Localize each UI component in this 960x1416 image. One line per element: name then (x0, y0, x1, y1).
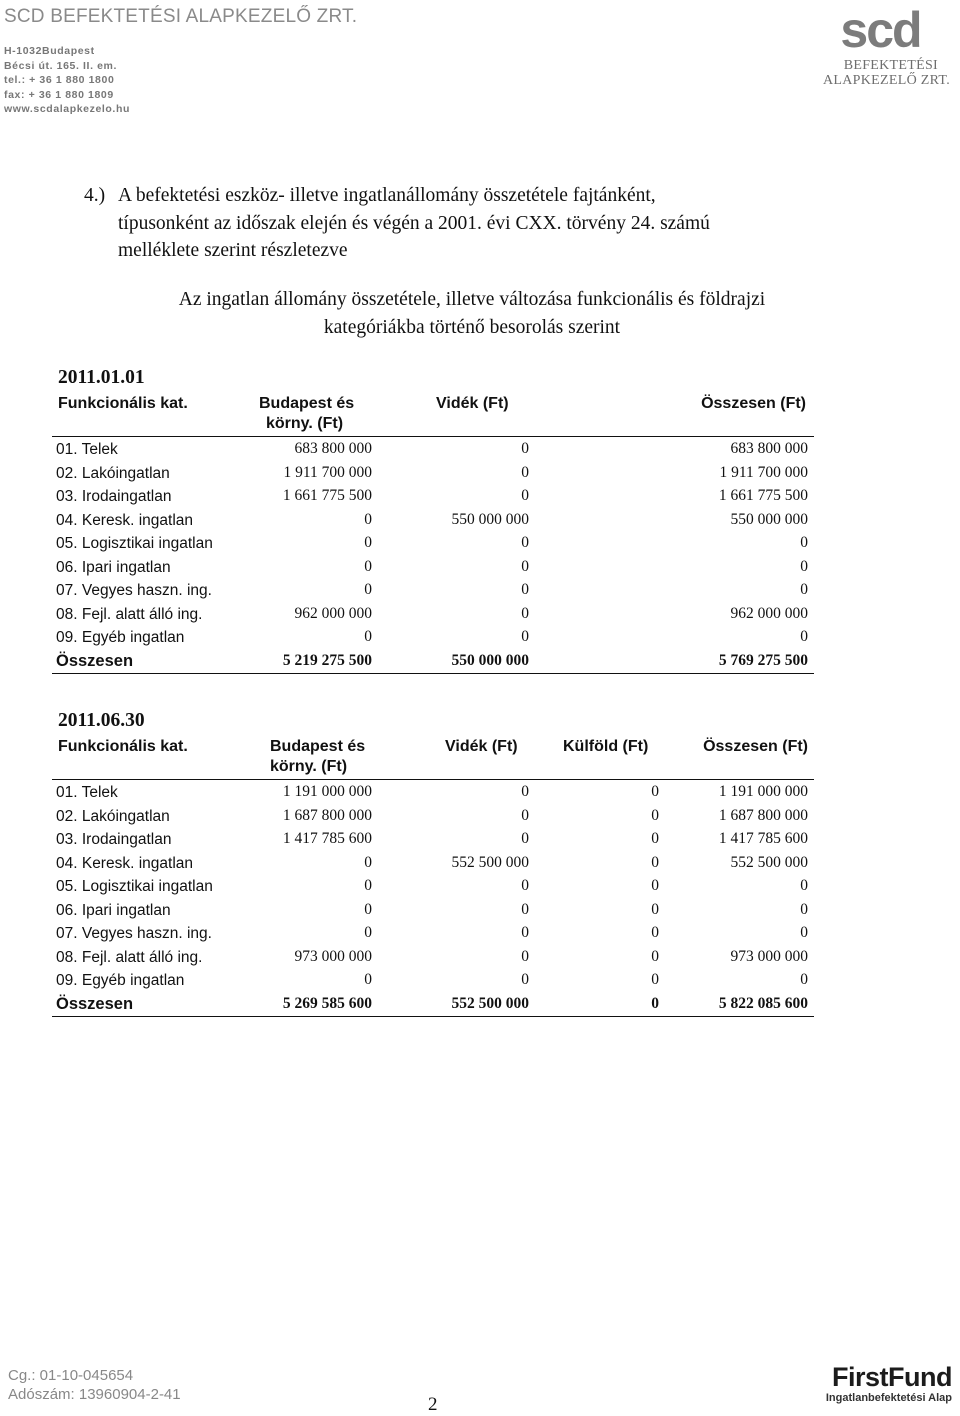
table-row (52, 437, 814, 461)
heading-line: A befektetési eszköz- illetve ingatlanállomány összetétele fajtánként, (118, 185, 656, 206)
cell-videk: 0 (521, 557, 529, 575)
company-name: SCD BEFEKTETÉSI ALAPKEZELŐ ZRT. (4, 6, 358, 27)
website-line: www.scdalapkezelo.hu (4, 103, 130, 115)
cell-ossz: 552 500 000 (730, 853, 808, 871)
cell-bp: 1 911 700 000 (283, 463, 372, 481)
table-total-row (52, 992, 814, 1017)
cell-videk: 0 (521, 534, 529, 551)
cell-ossz: 973 000 000 (730, 947, 808, 965)
cell-bp: 1 661 775 500 (282, 487, 372, 504)
cell-bp: 0 (364, 971, 372, 988)
cell-bp: 0 (364, 557, 372, 575)
cell-kulfold: 0 (651, 924, 659, 941)
col-header-osszesen: Összesen (Ft) (703, 738, 808, 755)
row-label: 05. Logisztikai ingatlan (56, 535, 213, 552)
table-body (52, 780, 814, 992)
col-header-category: Funkcionális kat. (58, 738, 188, 755)
cell-videk: 0 (521, 783, 529, 800)
heading-line: típusonként az időszak elején és végén a 2001. évi CXX. törvény 24. számú (118, 212, 710, 234)
cell-videk: 550 000 000 (451, 510, 529, 528)
cell-bp: 0 (364, 924, 372, 941)
row-label: 09. Egyéb ingatlan (56, 629, 185, 646)
cell-kulfold: 0 (651, 877, 659, 894)
subtitle-line: Az ingatlan állomány összetétele, illetve változása funkcionális és földrajzi (178, 289, 766, 310)
col-header-osszesen: Összesen (Ft) (701, 395, 806, 412)
cell-videk: 0 (521, 806, 529, 824)
section-subtitle (84, 286, 860, 341)
col-header-videk: Vidék (Ft) (436, 395, 509, 412)
row-label: 02. Lakóingatlan (56, 807, 170, 825)
cell-bp: 962 000 000 (294, 604, 372, 622)
cell-videk: 0 (521, 487, 529, 504)
cell-ossz: 0 (800, 924, 808, 941)
row-label: 05. Logisztikai ingatlan (56, 878, 213, 895)
row-label: 03. Irodaingatlan (56, 488, 172, 505)
cell-kulfold: 0 (651, 900, 659, 918)
table-row (52, 804, 814, 828)
cell-videk: 0 (521, 830, 529, 847)
cell-ossz: 550 000 000 (730, 510, 808, 528)
total-osszesen: 5 822 085 600 (718, 994, 808, 1012)
section-heading (84, 182, 818, 265)
table-date: 2011.01.01 (58, 367, 145, 388)
cell-videk: 0 (521, 440, 529, 457)
scd-logo (823, 2, 951, 88)
table-row (52, 625, 814, 649)
total-budapest: 5 269 585 600 (282, 994, 372, 1012)
col-header-budapest: Budapest és (270, 738, 366, 755)
table-row (52, 945, 814, 969)
row-label: 02. Lakóingatlan (56, 464, 170, 482)
table-row (52, 851, 814, 875)
cell-bp: 0 (364, 581, 372, 598)
cell-kulfold: 0 (651, 806, 659, 824)
heading-line: melléklete szerint részletezve (118, 240, 348, 261)
address-line: H-1032Budapest (4, 45, 95, 57)
table-row (52, 921, 814, 945)
table-row (52, 827, 814, 851)
table-row (52, 780, 814, 804)
cell-ossz: 0 (800, 877, 808, 894)
cell-videk: 0 (521, 924, 529, 941)
total-videk: 552 500 000 (451, 994, 529, 1012)
col-header-category: Funkcionális kat. (58, 395, 188, 412)
scd-logo-subtitle: BEFEKTETÉSI (843, 58, 938, 73)
cell-ossz: 1 417 785 600 (718, 830, 808, 847)
tax-number: Adószám: 13960904-2-41 (8, 1386, 181, 1403)
cell-ossz: 0 (800, 557, 808, 575)
cell-bp: 683 800 000 (294, 440, 372, 457)
table-row (52, 578, 814, 602)
row-label: 04. Keresk. ingatlan (56, 854, 194, 872)
cell-bp: 0 (364, 534, 372, 551)
cell-kulfold: 0 (651, 830, 659, 847)
col-header-videk: Vidék (Ft) (445, 738, 518, 755)
total-osszesen: 5 769 275 500 (718, 651, 808, 669)
cell-bp: 1 191 000 000 (282, 783, 372, 800)
cell-kulfold: 0 (651, 947, 659, 965)
col-header-budapest-unit: körny. (Ft) (270, 758, 348, 775)
fax-line: fax: + 36 1 880 1809 (4, 88, 114, 101)
table-row (52, 602, 814, 626)
table-row (52, 898, 814, 922)
col-header-budapest-unit: körny. (Ft) (266, 415, 344, 432)
table-row (52, 461, 814, 485)
page-number: 2 (428, 1394, 438, 1415)
address-line: Bécsi út. 165. II. em. (4, 59, 117, 72)
total-label: Összesen (56, 994, 134, 1013)
subtitle-line: kategóriákba történő besorolás szerint (323, 316, 621, 338)
table-row (52, 968, 814, 992)
cell-ossz: 1 191 000 000 (718, 783, 808, 800)
cell-ossz: 0 (800, 900, 808, 918)
row-label: 08. Fejl. alatt álló ing. (56, 605, 203, 623)
table-row (52, 555, 814, 579)
firstfund-logo-subtitle: Ingatlanbefektetési Alap (825, 1392, 952, 1404)
footer-registration (8, 1366, 181, 1404)
total-videk: 550 000 000 (451, 651, 529, 669)
cell-ossz: 1 687 800 000 (718, 806, 808, 824)
composition-table-end (52, 710, 814, 1017)
cell-videk: 0 (521, 971, 529, 988)
cell-bp: 0 (364, 853, 372, 871)
company-reg-number: Cg.: 01-10-045654 (8, 1367, 134, 1384)
table-date: 2011.06.30 (58, 710, 145, 731)
cell-videk: 0 (521, 947, 529, 965)
cell-bp: 973 000 000 (294, 947, 372, 965)
row-label: 06. Ipari ingatlan (56, 558, 171, 576)
firstfund-logo-mark: FirstFund (832, 1362, 952, 1392)
cell-videk: 0 (521, 463, 529, 481)
phone-line: tel.: + 36 1 880 1800 (4, 74, 115, 86)
composition-table-start (52, 367, 814, 674)
cell-bp: 0 (364, 900, 372, 918)
cell-ossz: 0 (800, 534, 808, 551)
cell-kulfold: 0 (651, 971, 659, 988)
cell-ossz: 0 (800, 628, 808, 645)
cell-ossz: 962 000 000 (730, 604, 808, 622)
table-header (52, 737, 814, 780)
row-label: 06. Ipari ingatlan (56, 901, 171, 919)
cell-bp: 1 417 785 600 (282, 830, 372, 847)
cell-videk: 0 (521, 877, 529, 894)
cell-bp: 0 (364, 628, 372, 645)
cell-videk: 0 (521, 581, 529, 598)
table-row (52, 508, 814, 532)
table-total-row (52, 649, 814, 674)
cell-bp: 1 687 800 000 (282, 806, 372, 824)
col-header-budapest: Budapest és (259, 395, 355, 412)
cell-bp: 0 (364, 877, 372, 894)
row-label: 01. Telek (56, 441, 118, 458)
total-kulfold: 0 (651, 994, 659, 1012)
section-number: 4.) (84, 185, 106, 206)
cell-videk: 0 (521, 628, 529, 645)
cell-ossz: 0 (800, 581, 808, 598)
firstfund-logo (826, 1362, 952, 1404)
row-label: 07. Vegyes haszn. ing. (56, 582, 212, 599)
table-header (52, 394, 814, 437)
table-row (52, 874, 814, 898)
cell-videk: 0 (521, 604, 529, 622)
row-label: 09. Egyéb ingatlan (56, 972, 185, 989)
cell-kulfold: 0 (651, 783, 659, 800)
row-label: 03. Irodaingatlan (56, 831, 172, 848)
table-row (52, 531, 814, 555)
cell-ossz: 683 800 000 (730, 440, 808, 457)
row-label: 01. Telek (56, 784, 118, 801)
company-address (4, 44, 130, 117)
cell-ossz: 1 911 700 000 (719, 463, 808, 481)
total-budapest: 5 219 275 500 (282, 651, 372, 669)
row-label: 07. Vegyes haszn. ing. (56, 925, 212, 942)
row-label: 04. Keresk. ingatlan (56, 511, 194, 529)
col-header-kulfold: Külföld (Ft) (563, 738, 649, 755)
table-body (52, 437, 814, 649)
scd-logo-mark: scd (840, 2, 921, 58)
scd-logo-subtitle: ALAPKEZELŐ ZRT. (823, 73, 951, 88)
cell-ossz: 1 661 775 500 (718, 487, 808, 504)
row-label: 08. Fejl. alatt álló ing. (56, 948, 203, 966)
table-row (52, 484, 814, 508)
cell-ossz: 0 (800, 971, 808, 988)
cell-videk: 552 500 000 (451, 853, 529, 871)
total-label: Összesen (56, 651, 134, 670)
cell-kulfold: 0 (651, 853, 659, 871)
cell-videk: 0 (521, 900, 529, 918)
cell-bp: 0 (364, 510, 372, 528)
